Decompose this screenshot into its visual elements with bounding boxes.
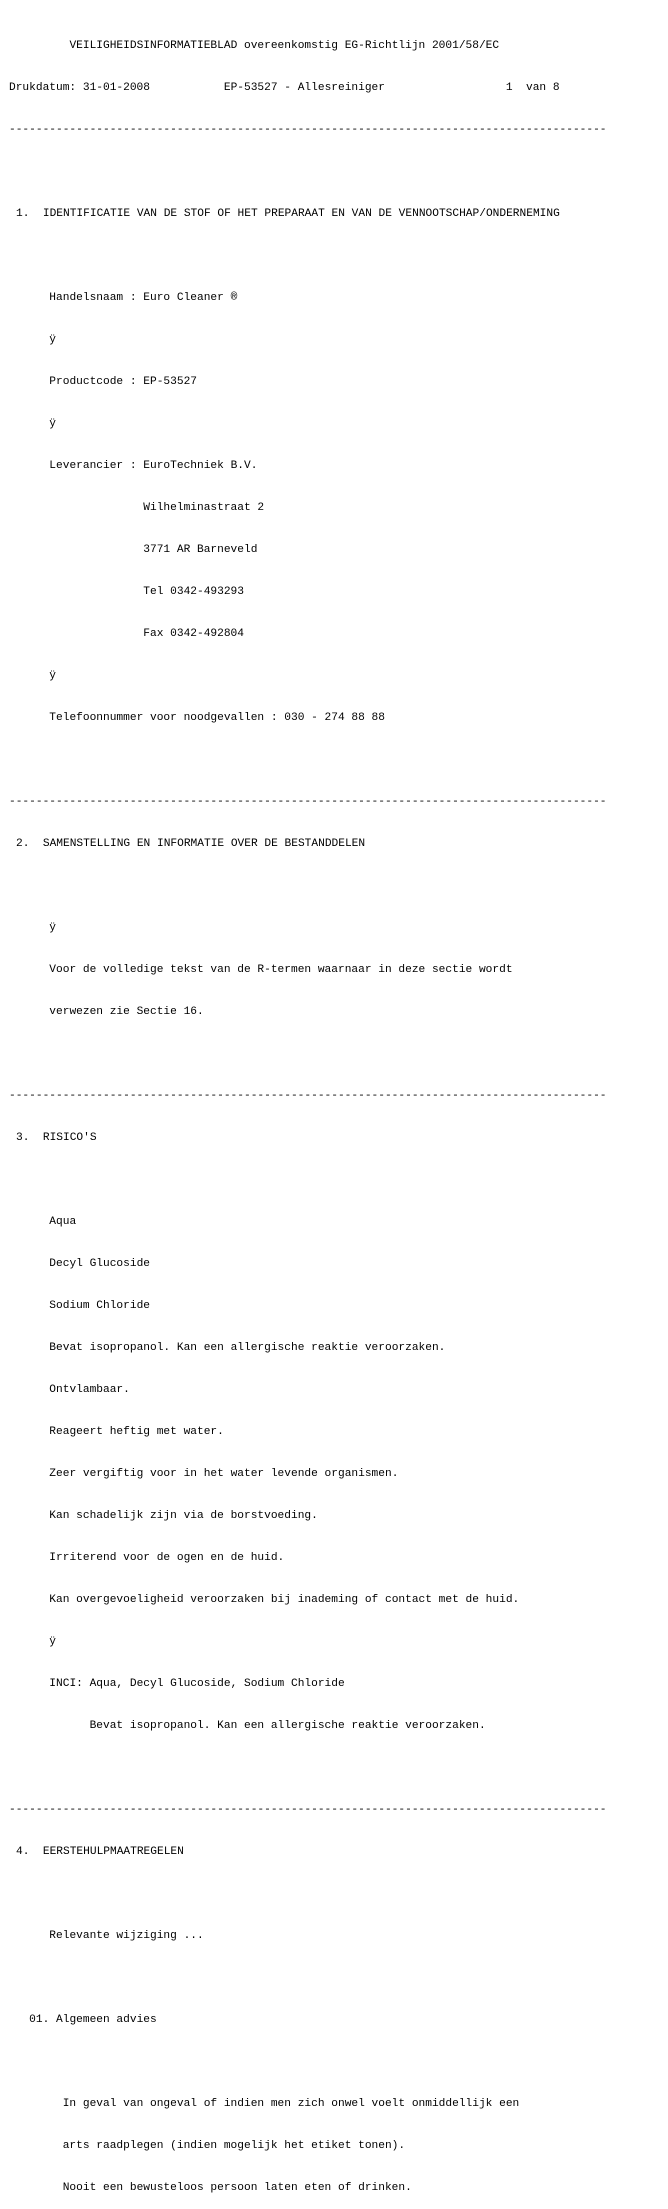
section-3-heading: 3. RISICO'S: [16, 1132, 97, 1144]
emergency-phone: Telefoonnummer voor noodgevallen : 030 - 274 88 88: [49, 712, 385, 724]
risk-line: Kan schadelijk zijn via de borstvoeding.: [49, 1510, 318, 1522]
product-code: Productcode : EP-53527: [49, 376, 197, 388]
document-title: [9, 39, 633, 53]
safety-data-sheet: [9, 11, 633, 2209]
risk-line: Ontvlambaar.: [49, 1384, 130, 1396]
risk-line: Aqua: [49, 1216, 77, 1228]
address-line: 3771 AR Barneveld: [143, 544, 258, 556]
divider: -----------------------------------------------------------------------------------------: [9, 1804, 607, 1816]
risk-line: Irriterend voor de ogen en de huid.: [49, 1552, 285, 1564]
marker-glyph: ÿ: [49, 334, 57, 346]
inci-note: Bevat isopropanol. Kan een allergische reaktie veroorzaken.: [89, 1720, 486, 1732]
section-2-heading: 2. SAMENSTELLING EN INFORMATIE OVER DE BESTANDDELEN: [16, 838, 366, 850]
page-number: 1 van 8: [505, 82, 560, 94]
section-4-heading: 4. EERSTEHULPMAATREGELEN: [16, 1846, 184, 1858]
trade-name: Handelsnaam : Euro Cleaner ®: [49, 292, 238, 304]
marker-glyph: ÿ: [49, 1636, 57, 1648]
risk-line: Sodium Chloride: [49, 1300, 151, 1312]
first-aid-text: arts raadplegen (indien mogelijk het etiket tonen).: [62, 2140, 406, 2152]
marker-glyph: ÿ: [49, 418, 57, 430]
risk-line: Kan overgevoeligheid veroorzaken bij inademing of contact met de huid.: [49, 1594, 520, 1606]
fax-line: Fax 0342-492804: [143, 628, 244, 640]
divider: -----------------------------------------------------------------------------------------: [9, 1090, 607, 1102]
first-aid-text: Nooit een bewusteloos persoon laten eten of drinken.: [62, 2182, 412, 2194]
relevant-change: Relevante wijziging ...: [49, 1930, 204, 1942]
risk-line: Reageert heftig met water.: [49, 1426, 224, 1438]
phone-line: Tel 0342-493293: [143, 586, 244, 598]
risk-line: Decyl Glucoside: [49, 1258, 151, 1270]
subsection-heading: 01. Algemeen advies: [29, 2014, 157, 2026]
marker-glyph: ÿ: [49, 670, 57, 682]
divider: -----------------------------------------------------------------------------------------: [9, 796, 607, 808]
divider: -----------------------------------------------------------------------------------------: [9, 124, 607, 136]
section-1-heading: 1. IDENTIFICATIE VAN DE STOF OF HET PREPARAAT EN VAN DE VENNOOTSCHAP/ONDERNEMING: [16, 208, 560, 220]
product-reference: EP-53527 - Allesreiniger: [223, 82, 385, 94]
section-2-text: verwezen zie Sectie 16.: [49, 1006, 204, 1018]
header-meta-row: [9, 81, 633, 95]
first-aid-text: In geval van ongeval of indien men zich onwel voelt onmiddellijk een: [62, 2098, 520, 2110]
risk-line: Zeer vergiftig voor in het water levende organismen.: [49, 1468, 399, 1480]
inci-line: INCI: Aqua, Decyl Glucoside, Sodium Chloride: [49, 1678, 345, 1690]
title-text: VEILIGHEIDSINFORMATIEBLAD overeenkomstig EG-Richtlijn 2001/58/EC: [69, 40, 500, 52]
marker-glyph: ÿ: [49, 922, 57, 934]
address-line: Wilhelminastraat 2: [143, 502, 265, 514]
section-2-text: Voor de volledige tekst van de R-termen waarnaar in deze sectie wordt: [49, 964, 513, 976]
supplier: Leverancier : EuroTechniek B.V.: [49, 460, 258, 472]
risk-line: Bevat isopropanol. Kan een allergische reaktie veroorzaken.: [49, 1342, 446, 1354]
print-date: Drukdatum: 31-01-2008: [9, 82, 150, 94]
